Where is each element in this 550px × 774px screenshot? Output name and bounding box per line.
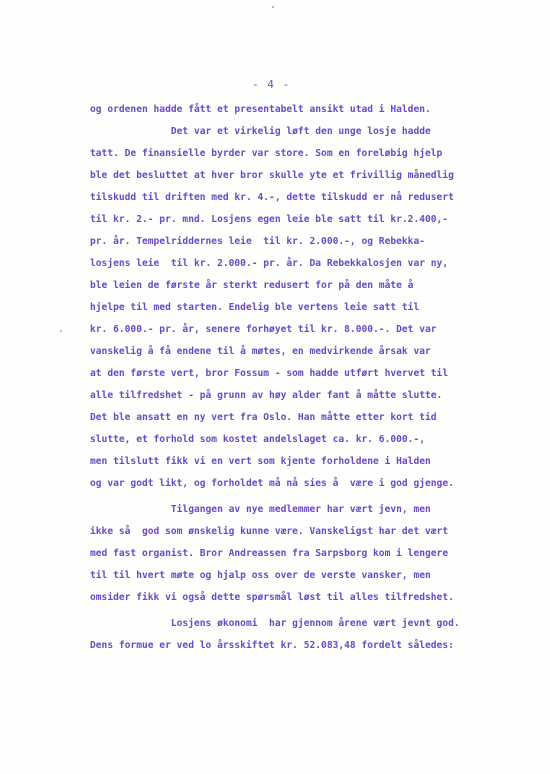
text-line: Tilgangen av nye medlemmer har vært jevn, men <box>90 504 431 515</box>
text-line: og ordenen hadde fått et presentabelt ansikt utad i Halden. <box>90 104 431 115</box>
text-line: Det ble ansatt en ny vert fra Oslo. Han måtte etter kort tid <box>90 412 437 423</box>
text-line: Dens formue er ved lo årsskiftet kr. 52.083,48 fordelt således: <box>90 640 454 651</box>
text-line: losjens leie til kr. 2.000.- pr. år. Da Rebekkalosjen var ny, <box>90 258 449 269</box>
text-line: til til hvert møte og hjalp oss over de verste vansker, men <box>90 570 431 581</box>
text-line: ble det besluttet at hver bror skulle yte et frivillig månedlig <box>90 170 454 181</box>
text-line: tatt. De finansielle byrder var store. Som en foreløbig hjelp <box>90 148 443 159</box>
text-line: Losjens økonomi har gjennom årene vært jevnt god. <box>90 618 460 629</box>
text-line: slutte, et forhold som kostet andelslaget ca. kr. 6.000.-, <box>90 434 426 445</box>
text-line: alle tilfredshet - på grunn av høy alder fant å måtte slutte. <box>90 390 443 401</box>
text-line: tilskudd til driften med kr. 4.-, dette tilskudd er nå redusert <box>90 192 454 203</box>
text-line: og var godt likt, og forholdet må nå sies å være i god gjenge. <box>90 478 454 489</box>
text-line: men tilslutt fikk vi en vert som kjente forholdene i Halden <box>90 456 431 467</box>
text-line: med fast organist. Bror Andreassen fra Sarpsborg kom i lengere <box>90 548 449 559</box>
text-line: ikke så god som ønskelig kunne være. Vanskeligst har det vært <box>90 526 449 537</box>
text-line: hjelpe til med starten. Endelig ble vertens leie satt til <box>90 302 420 313</box>
text-line: omsider fikk vi også dette spørsmål løst til alles tilfredshet. <box>90 592 454 603</box>
text-line: til kr. 2.- pr. mnd. Losjens egen leie ble satt til kr.2.400,- <box>90 214 449 225</box>
text-line: ble leien de første år sterkt redusert for på den måte å <box>90 280 414 291</box>
paper-speck <box>272 6 274 8</box>
paper-speck <box>60 330 62 332</box>
text-line: vanskelig å få endene til å møtes, en medvirkende årsak var <box>90 346 431 357</box>
text-line: at den første vert, bror Fossum - som hadde utført hvervet til <box>90 368 449 379</box>
text-line: kr. 6.000.- pr. år, senere forhøyet til kr. 8.000.-. Det var <box>90 324 437 335</box>
page-number: - 4 - <box>252 78 291 91</box>
text-line: pr. år. Tempelriddernes leie til kr. 2.000.-, og Rebekka- <box>90 236 426 247</box>
text-line: Det var et virkelig løft den unge losje hadde <box>90 126 431 137</box>
